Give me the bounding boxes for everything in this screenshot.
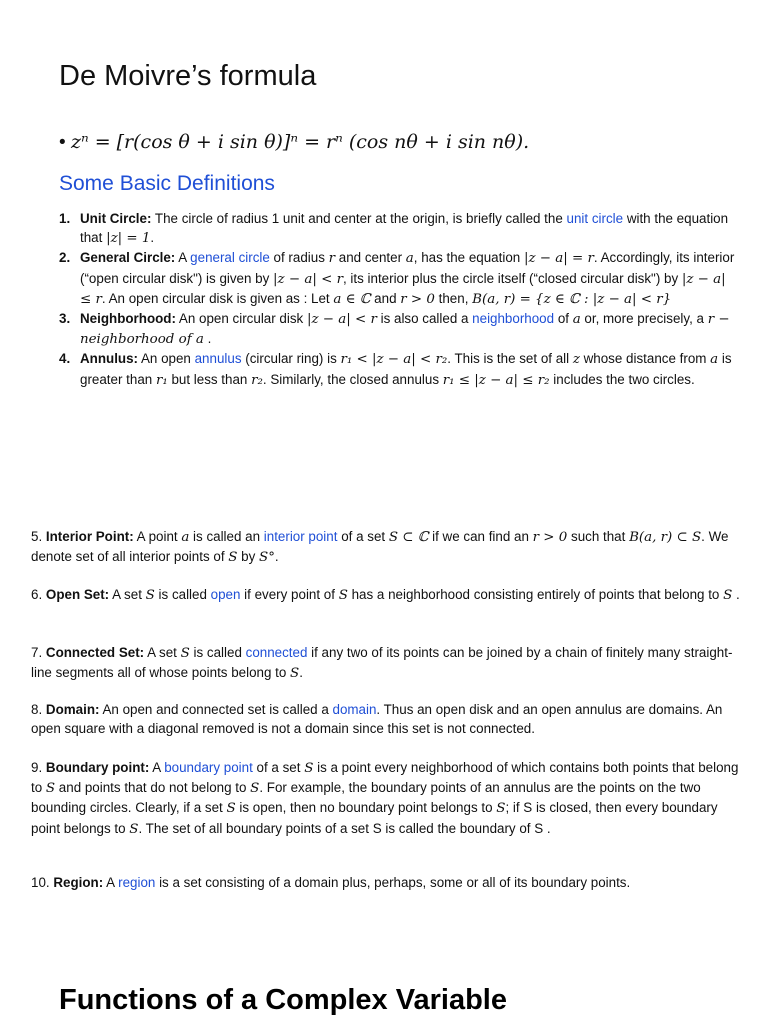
term: Interior Point: [45, 529, 134, 544]
text: . [299, 665, 303, 681]
text: . An open circular disk is given as : Let [101, 290, 334, 306]
text: if any two of its points can be joined by a chain of finitely many straight-line segments all of whose points belong to [31, 645, 733, 681]
text: . [203, 331, 212, 347]
text: then, [434, 290, 473, 306]
de-moivre-formula [59, 131, 529, 154]
link-boundary-point[interactable]: boundary point [164, 760, 253, 775]
definition-open-set [31, 585, 741, 605]
text: has a neighborhood consisting entirely of points that belong to [347, 587, 724, 602]
math: S° [259, 550, 275, 566]
link-unit-circle[interactable]: unit circle [566, 211, 624, 226]
text: or, more precisely, a [580, 311, 708, 327]
item-number: 3. [59, 311, 71, 327]
term: Neighborhood: [80, 311, 176, 327]
item-number: 7. [31, 645, 43, 660]
text: by [237, 549, 260, 565]
link-interior-point[interactable]: interior point [263, 529, 338, 544]
math: S [304, 761, 314, 776]
math: S [496, 801, 506, 817]
text: . Similarly, the closed annulus [262, 371, 443, 387]
text: includes the two circles. [549, 371, 695, 387]
math: r₁ < |z − a| < r₂ [340, 352, 448, 368]
term: Annulus: [80, 351, 139, 367]
math: a [710, 352, 719, 368]
link-annulus[interactable]: annulus [194, 351, 242, 367]
term: Open Set: [45, 587, 110, 602]
math: |z − a| < r [273, 271, 343, 287]
text: ; if S is closed, then every boundary point belongs to [31, 800, 718, 836]
text: is called an [189, 529, 264, 544]
text: The circle of radius 1 unit and center at the origin, is briefly called the [151, 211, 567, 226]
text: . [732, 587, 740, 602]
math: |z − a| < r [306, 312, 377, 328]
term: Domain: [45, 702, 100, 717]
math: S [338, 588, 348, 603]
text: is open, then no boundary point belongs to [235, 800, 497, 816]
math: r [328, 251, 336, 267]
math: S [45, 781, 56, 797]
text: An open and connected set is called a [99, 702, 333, 717]
text: of a set [337, 529, 389, 544]
item-number: 5. [31, 529, 43, 544]
text: of radius [269, 250, 329, 266]
text: and center [335, 250, 406, 266]
math: r > 0 [532, 530, 568, 545]
definition-general-circle [59, 248, 739, 309]
math: S [226, 801, 236, 817]
text: whose distance from [579, 351, 711, 367]
math: S [290, 666, 300, 682]
math: S [228, 550, 238, 566]
math: a [405, 251, 414, 267]
text: is a set consisting of a domain plus, perhaps, some or all of its boundary points. [155, 875, 631, 890]
page-title: De Moivre’s formula [59, 60, 317, 92]
text: . We denote set of all interior points of [31, 529, 729, 565]
text: is called [154, 587, 211, 602]
math: |z| = 1 [106, 231, 151, 247]
item-number: 4. [59, 351, 71, 367]
math: S [129, 821, 139, 837]
math: r − neighborhood of a [80, 312, 730, 348]
link-general-circle[interactable]: general circle [190, 250, 270, 266]
text: . [150, 230, 155, 246]
math: |z − a| = r [523, 251, 594, 267]
math: r₁ ≤ |z − a| ≤ r₂ [442, 372, 550, 388]
section-heading-basic-definitions: Some Basic Definitions [59, 172, 275, 195]
math: a ∈ ℂ [333, 291, 371, 307]
text: is a point every neighborhood of which contains both points that belong to [31, 760, 739, 796]
link-connected[interactable]: connected [245, 645, 308, 660]
definitions-list [59, 209, 739, 390]
item-number: 6. [31, 587, 43, 602]
text: A [149, 760, 165, 775]
definition-domain [31, 700, 741, 738]
math: S [180, 646, 190, 661]
link-neighborhood[interactable]: neighborhood [472, 311, 555, 327]
item-number: 10. [31, 875, 50, 890]
definition-annulus [59, 349, 739, 389]
definition-boundary-point [31, 758, 741, 839]
text: A point [133, 529, 182, 544]
math: a [572, 312, 581, 328]
text: if every point of [240, 587, 339, 602]
bullet: • [59, 132, 66, 153]
text: A [103, 875, 119, 890]
text: , its interior plus the circle itself (“closed circular disk") by [342, 270, 682, 286]
text: . [274, 549, 279, 565]
term: General Circle: [80, 250, 176, 266]
item-number: 2. [59, 250, 71, 266]
text: if we can find an [428, 529, 533, 544]
text: A set [109, 587, 146, 602]
text: such that [567, 529, 630, 544]
text: and [370, 290, 401, 306]
definition-connected-set [31, 643, 741, 683]
text: is called [189, 645, 246, 660]
link-domain[interactable]: domain [332, 702, 377, 717]
text: An open circular disk [175, 311, 307, 327]
formula-text: zⁿ = [r(cos θ + i sin θ)]ⁿ = rⁿ (cos nθ + i sin nθ). [70, 131, 530, 153]
link-open[interactable]: open [210, 587, 241, 602]
math: r₂ [251, 372, 263, 388]
text: (circular ring) is [241, 351, 341, 367]
section-heading-functions: Functions of a Complex Variable [59, 984, 507, 1016]
text: . The set of all boundary points of a set S is called the boundary of S . [138, 820, 551, 836]
math: a [181, 530, 190, 545]
term: Unit Circle: [80, 211, 152, 226]
definition-interior-point [31, 527, 741, 567]
definition-unit-circle [59, 209, 739, 248]
text: An open [138, 351, 195, 367]
text: A set [144, 645, 181, 660]
text: of [554, 311, 573, 327]
math: |z − a| ≤ r [80, 271, 726, 307]
text: . Accordingly, its interior (“open circular disk") is given by [80, 250, 735, 286]
item-number: 8. [31, 702, 43, 717]
text: and points that do not belong to [55, 780, 251, 796]
math: r₁ [155, 372, 168, 388]
math: B(a, r) = {z ∈ ℂ : |z − a| < r} [472, 291, 672, 307]
math: B(a, r) ⊂ S [629, 530, 702, 545]
math: S ⊂ ℂ [388, 530, 429, 545]
item-number: 9. [31, 760, 43, 775]
math: S [250, 781, 260, 797]
text: is greater than [80, 351, 732, 387]
term: Connected Set: [45, 645, 145, 660]
text: A [175, 250, 191, 266]
text: with the equation that [80, 211, 729, 246]
definition-neighborhood [59, 309, 739, 349]
math: S [723, 588, 733, 603]
text: , has the equation [413, 250, 524, 266]
text: is also called a [376, 311, 473, 327]
text: of a set [252, 760, 305, 775]
math: z [572, 352, 580, 368]
math: r > 0 [400, 291, 435, 307]
term: Boundary point: [45, 760, 150, 775]
text: . For example, the boundary points of an annulus are the points on the two bounding circles. Clearly, if a set [31, 780, 701, 816]
item-number: 1. [59, 211, 71, 226]
text: . Thus an open disk and an open annulus are domains. An open square with a diagonal removed is not a domain since this set is not connected. [31, 702, 723, 737]
math: S [145, 588, 155, 603]
link-region[interactable]: region [118, 875, 156, 890]
term: Region: [53, 875, 104, 890]
definition-region [31, 873, 741, 892]
text: but less than [167, 371, 252, 387]
text: . This is the set of all [447, 351, 573, 367]
